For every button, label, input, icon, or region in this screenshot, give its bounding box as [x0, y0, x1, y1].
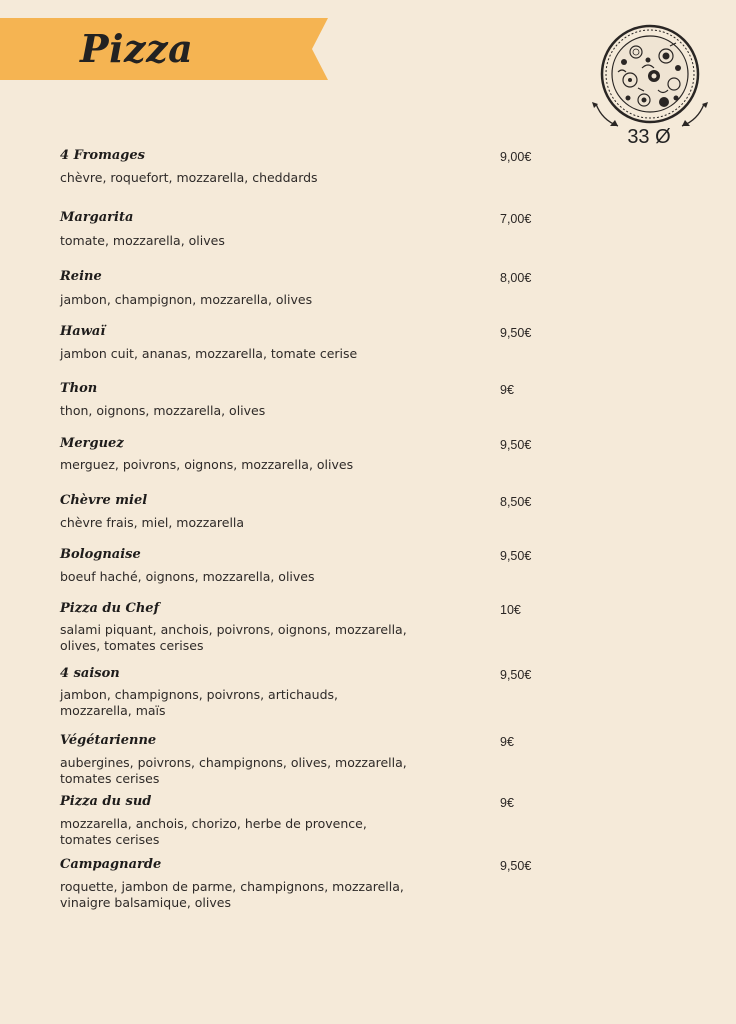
- item-name: Bolognaise: [60, 547, 141, 562]
- item-price: 8,00€: [500, 271, 532, 285]
- pizza-icon: [588, 22, 712, 132]
- item-price: 7,00€: [500, 212, 532, 226]
- item-description: jambon cuit, ananas, mozzarella, tomate cerise: [60, 346, 358, 361]
- item-description: mozzarella, anchois, chorizo, herbe de provence, tomates cerises: [60, 816, 367, 847]
- title-banner: [0, 18, 330, 80]
- item-price: 10€: [500, 603, 521, 617]
- item-description: merguez, poivrons, oignons, mozzarella, olives: [60, 457, 354, 472]
- item-name: Campagnarde: [60, 857, 162, 872]
- item-name: Pizza du Chef: [60, 601, 160, 616]
- item-description: thon, oignons, mozzarella, olives: [60, 403, 266, 418]
- item-price: 9€: [500, 383, 514, 397]
- page-title: Pizza: [80, 26, 194, 71]
- item-name: Hawaï: [60, 324, 106, 339]
- item-description: aubergines, poivrons, champignons, olives, mozzarella, tomates cerises: [60, 755, 407, 786]
- item-name: Pizza du sud: [60, 794, 152, 809]
- item-price: 9€: [500, 735, 514, 749]
- item-price: 9,50€: [500, 438, 532, 452]
- pizza-size-label: 33 Ø: [627, 126, 671, 148]
- item-name: Chèvre miel: [60, 493, 148, 508]
- item-name: Margarita: [60, 210, 134, 225]
- item-name: Thon: [60, 381, 98, 396]
- item-name: 4 saison: [60, 666, 120, 681]
- item-price: 9,50€: [500, 326, 532, 340]
- item-description: chèvre frais, miel, mozzarella: [60, 515, 245, 530]
- item-price: 9€: [500, 796, 514, 810]
- item-description: salami piquant, anchois, poivrons, oignons, mozzarella, olives, tomates cerises: [60, 622, 407, 653]
- item-price: 8,50€: [500, 495, 532, 509]
- item-description: jambon, champignon, mozzarella, olives: [60, 292, 313, 307]
- item-price: 9,50€: [500, 859, 532, 873]
- item-price: 9,50€: [500, 549, 532, 563]
- item-name: Reine: [60, 269, 102, 284]
- item-description: tomate, mozzarella, olives: [60, 233, 225, 248]
- item-price: 9,00€: [500, 150, 532, 164]
- item-name: Végétarienne: [60, 733, 157, 748]
- item-price: 9,50€: [500, 668, 532, 682]
- item-description: chèvre, roquefort, mozzarella, cheddards: [60, 170, 318, 185]
- item-name: 4 Fromages: [60, 148, 145, 163]
- item-description: roquette, jambon de parme, champignons, mozzarella, vinaigre balsamique, olives: [60, 879, 404, 910]
- item-description: jambon, champignons, poivrons, artichauds, mozzarella, maïs: [60, 687, 339, 718]
- item-description: boeuf haché, oignons, mozzarella, olives: [60, 569, 315, 584]
- item-name: Merguez: [60, 436, 124, 451]
